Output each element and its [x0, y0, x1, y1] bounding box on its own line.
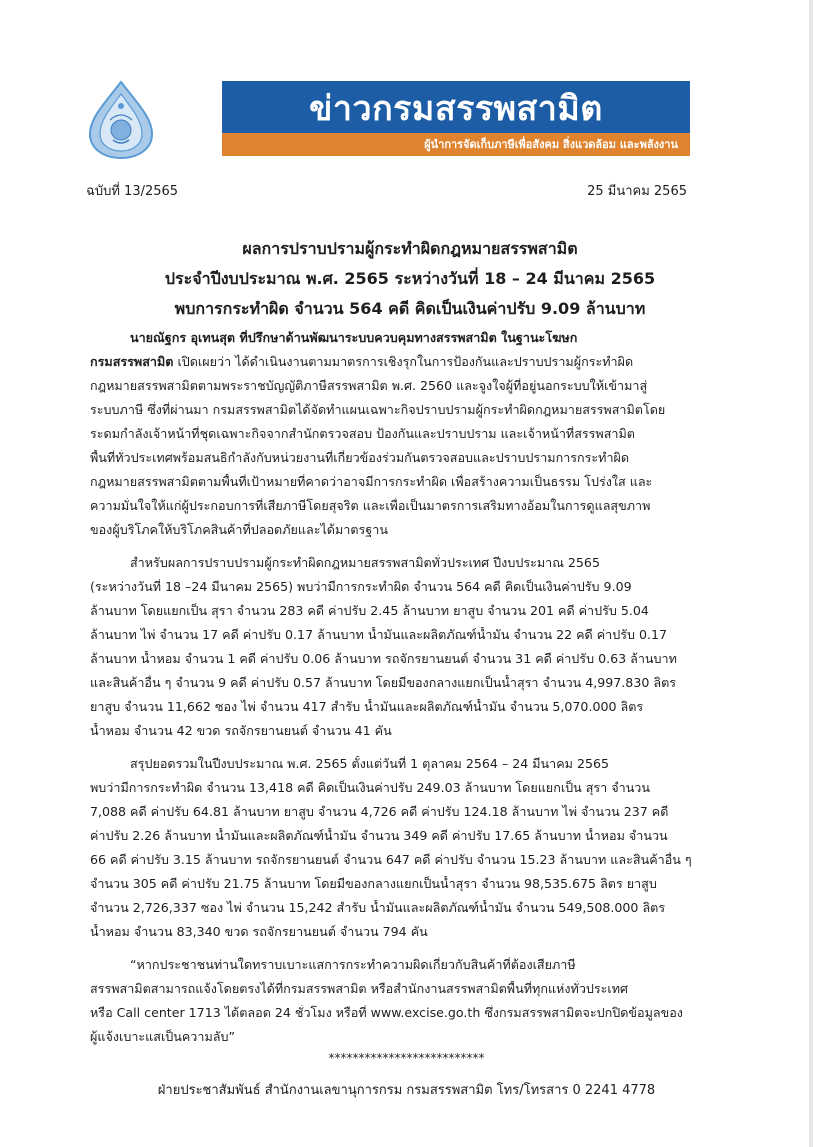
body-line: หรือ Call center 1713 ได้ตลอด 24 ชั่วโมง หรือที่ www.excise.go.th ซึ่งกรมสรรพสามิตจะปกปิดข้อมูลของ — [90, 1005, 683, 1020]
body-line: น้ำหอม จำนวน 42 ขวด รถจักรยานยนต์ จำนวน 41 คัน — [90, 723, 392, 738]
body-line: ค่าปรับ 2.26 ล้านบาท น้ำมันและผลิตภัณฑ์น้ำมัน จำนวน 349 คดี ค่าปรับ 17.65 ล้านบาท น้ำหอม จำนวน — [90, 828, 668, 843]
body-line: ระบบภาษี ซึ่งที่ผ่านมา กรมสรรพสามิตได้จัดทำแผนเฉพาะกิจปราบปรามผู้กระทำผิดกฎหมายสรรพสามิตโดย — [90, 402, 666, 417]
body-line: สำหรับผลการปราบปรามผู้กระทำผิดกฎหมายสรรพสามิตทั่วประเทศ ปีงบประมาณ 2565 — [130, 555, 600, 570]
body-line: จำนวน 305 คดี ค่าปรับ 21.75 ล้านบาท โดยมีของกลางแยกเป็นน้ำสุรา จำนวน 98,535.675 ลิตร ยาสูบ — [90, 876, 657, 891]
body-line: 66 คดี ค่าปรับ 3.15 ล้านบาท รถจักรยานยนต์ จำนวน 647 คดี ค่าปรับ จำนวน 15.23 ล้านบาท และสินค้าอื่น ๆ — [90, 852, 692, 867]
headline-line-3: พบการกระทำผิด จำนวน 564 คดี คิดเป็นเงินค่าปรับ 9.09 ล้านบาท — [174, 299, 646, 318]
body-line — [90, 354, 715, 370]
body-line: สรุปยอดรวมในปีงบประมาณ พ.ศ. 2565 ตั้งแต่วันที่ 1 ตุลาคม 2564 – 24 มีนาคม 2565 — [130, 756, 610, 771]
body-line: ล้านบาท น้ำหอม จำนวน 1 คดี ค่าปรับ 0.06 ล้านบาท รถจักรยานยนต์ จำนวน 31 คดี ค่าปรับ 0.63 ล้านบาท — [90, 651, 677, 666]
banner-title: ข่าวกรมสรรพสามิต — [309, 89, 603, 129]
body-line: พบว่ามีการกระทำผิด จำนวน 13,418 คดี คิดเป็นเงินค่าปรับ 249.03 ล้านบาท โดยแยกเป็น สุรา จำนวน — [90, 780, 650, 795]
body-line: น้ำหอม จำนวน 83,340 ขวด รถจักรยานยนต์ จำนวน 794 คัน — [90, 924, 428, 939]
headline-line-1: ผลการปราบปรามผู้กระทำผิดกฎหมายสรรพสามิต — [242, 239, 578, 258]
body-line: และสินค้าอื่น ๆ จำนวน 9 คดี ค่าปรับ 0.57 ล้านบาท โดยมีของกลางแยกเป็นน้ำสุรา จำนวน 4,997.830 ลิตร — [90, 675, 677, 690]
release-date: 25 มีนาคม 2565 — [587, 184, 687, 199]
body-line: ล้านบาท ไพ่ จำนวน 17 คดี ค่าปรับ 0.17 ล้านบาท น้ำมันและผลิตภัณฑ์น้ำมัน จำนวน 22 คดี ค่าปรับ 0.17 — [90, 627, 668, 642]
footer-contact: ฝ่ายประชาสัมพันธ์ สำนักงานเลขานุการกรม กรมสรรพสามิต โทร/โทรสาร 0 2241 4778 — [157, 1083, 656, 1098]
banner-subtitle: ผู้นำการจัดเก็บภาษีเพื่อสังคม สิ่งแวดล้อม และพลังงาน — [424, 138, 678, 151]
department-name: กรมสรรพสามิต — [90, 354, 174, 369]
body-line: ล้านบาท โดยแยกเป็น สุรา จำนวน 283 คดี ค่าปรับ 2.45 ล้านบาท ยาสูบ จำนวน 201 คดี ค่าปรับ 5.04 — [90, 603, 649, 618]
body-line: ของผู้บริโภคให้บริโภคสินค้าที่ปลอดภัยและได้มาตรฐาน — [90, 522, 388, 537]
page-edge — [809, 0, 813, 1147]
body-line: พื้นที่ทั่วประเทศพร้อมสนธิกำลังกับหน่วยงานที่เกี่ยวข้องร่วมกันตรวจสอบและปราบปรามการกระทำผิด — [90, 450, 630, 465]
body-text: เปิดเผยว่า ได้ดำเนินงานตามมาตรการเชิงรุกในการป้องกันและปราบปรามผู้กระทำผิด — [173, 354, 634, 369]
body-line: (ระหว่างวันที่ 18 –24 มีนาคม 2565) พบว่ามีการกระทำผิด จำนวน 564 คดี คิดเป็นเงินค่าปรับ 9.09 — [90, 579, 632, 594]
spokesperson-name: นายณัฐกร อุเทนสุต ที่ปรึกษาด้านพัฒนาระบบควบคุมทางสรรพสามิต ในฐานะโฆษก — [130, 330, 578, 345]
body-line: “หากประชาชนท่านใดทราบเบาะแสการกระทำความผิดเกี่ยวกับสินค้าที่ต้องเสียภาษี — [130, 957, 576, 972]
issue-number: ฉบับที่ 13/2565 — [86, 184, 179, 199]
excise-department-seal-icon — [86, 80, 156, 160]
body-line: ระดมกำลังเจ้าหน้าที่ชุดเฉพาะกิจจากสำนักตรวจสอบ ป้องกันและปราบปราม และเจ้าหน้าที่สรรพสามิต — [90, 426, 635, 441]
body-line: กฎหมายสรรพสามิตตามพื้นที่เป้าหมายที่คาดว่าอาจมีการกระทำผิด เพื่อสร้างความเป็นธรรม โปร่งใส และ — [90, 474, 653, 489]
body-line: กฎหมายสรรพสามิตตามพระราชบัญญัติภาษีสรรพสามิต พ.ศ. 2560 และจูงใจผู้ที่อยู่นอกระบบให้เข้ามาสู่ — [90, 378, 648, 393]
body-line: ยาสูบ จำนวน 11,662 ซอง ไพ่ จำนวน 417 สำรับ น้ำมันและผลิตภัณฑ์น้ำมัน จำนวน 5,070.000 ลิตร — [90, 699, 644, 714]
body-line: 7,088 คดี ค่าปรับ 64.81 ล้านบาท ยาสูบ จำนวน 4,726 คดี ค่าปรับ 124.18 ล้านบาท ไพ่ จำนวน 237 คดี — [90, 804, 669, 819]
banner-subtitle-strip — [222, 133, 690, 156]
separator: ************************** — [328, 1051, 485, 1065]
body-line: จำนวน 2,726,337 ซอง ไพ่ จำนวน 15,242 สำรับ น้ำมันและผลิตภัณฑ์น้ำมัน จำนวน 549,508.000 ลิตร — [90, 900, 666, 915]
headline-line-2: ประจำปีงบประมาณ พ.ศ. 2565 ระหว่างวันที่ 18 – 24 มีนาคม 2565 — [164, 269, 656, 288]
body-line: สรรพสามิตสามารถแจ้งโดยตรงได้ที่กรมสรรพสามิต หรือสำนักงานสรรพสามิตพื้นที่ทุกแห่งทั่วประเทศ — [90, 981, 629, 996]
body-line: ความมั่นใจให้แก่ผู้ประกอบการที่เสียภาษีโดยสุจริต และเพื่อเป็นมาตรการเสริมทางอ้อมในการดูแลสุขภาพ — [90, 498, 651, 513]
body-line — [130, 330, 715, 346]
body-line: ผู้แจ้งเบาะแสเป็นความลับ” — [90, 1029, 235, 1044]
news-banner — [222, 81, 690, 156]
